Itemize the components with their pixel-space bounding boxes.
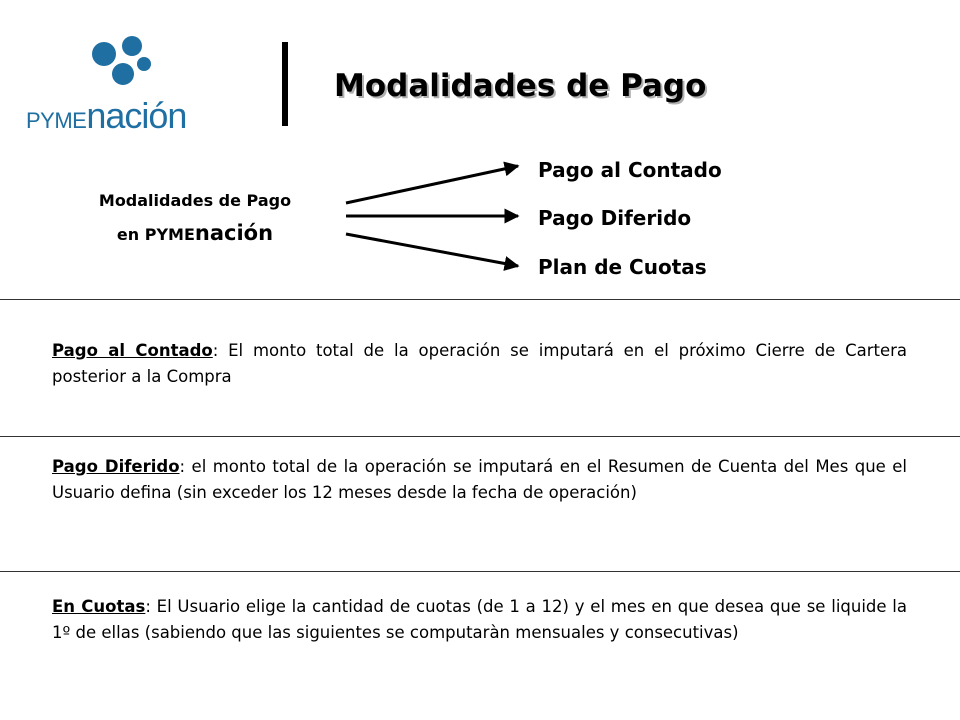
arrow-cuotas <box>346 234 518 266</box>
logo-circles-icon <box>20 32 220 92</box>
option-pago-contado: Pago al Contado <box>538 158 722 182</box>
term-diferido: Pago Diferido <box>52 457 180 476</box>
title-divider <box>282 42 288 126</box>
option-plan-cuotas: Plan de Cuotas <box>538 255 707 279</box>
modalities-label-suffix: nación <box>194 221 274 245</box>
section-divider <box>0 299 960 300</box>
logo-pyme: PYME <box>26 108 87 133</box>
logo-nacion: nación <box>86 95 187 136</box>
description-cuotas <box>52 594 907 646</box>
modalities-label <box>60 184 330 251</box>
term-cuotas: En Cuotas <box>52 597 146 616</box>
description-diferido <box>52 454 907 506</box>
modalities-label-prefix: en PYME <box>116 225 195 244</box>
modalities-label-line1: Modalidades de Pago <box>98 191 292 210</box>
modalities-label-line2 <box>60 217 330 251</box>
description-contado <box>52 338 907 390</box>
term-contado: Pago al Contado <box>52 341 213 360</box>
arrows-diagram <box>340 150 540 280</box>
pymenacion-logo <box>20 32 220 136</box>
page-title: Modalidades de Pago <box>334 68 707 104</box>
text-contado: : El monto total de la operación se imputará en el próximo Cierre de Cartera posterior a la Compra <box>52 341 908 386</box>
text-cuotas: : El Usuario elige la cantidad de cuotas (de 1 a 12) y el mes en que desea que se liquide la 1º de ellas (sabiendo que las siguientes se computaràn mensuales y consecutivas) <box>52 597 908 642</box>
section-divider <box>0 436 960 437</box>
section-divider <box>0 571 960 572</box>
text-diferido: : el monto total de la operación se imputará en el Resumen de Cuenta del Mes que el Usuario defina (sin exceder los 12 meses desde la fecha de operación) <box>52 457 908 502</box>
arrow-contado <box>346 166 518 203</box>
option-pago-diferido: Pago Diferido <box>538 206 692 230</box>
logo-wordmark <box>26 95 187 136</box>
